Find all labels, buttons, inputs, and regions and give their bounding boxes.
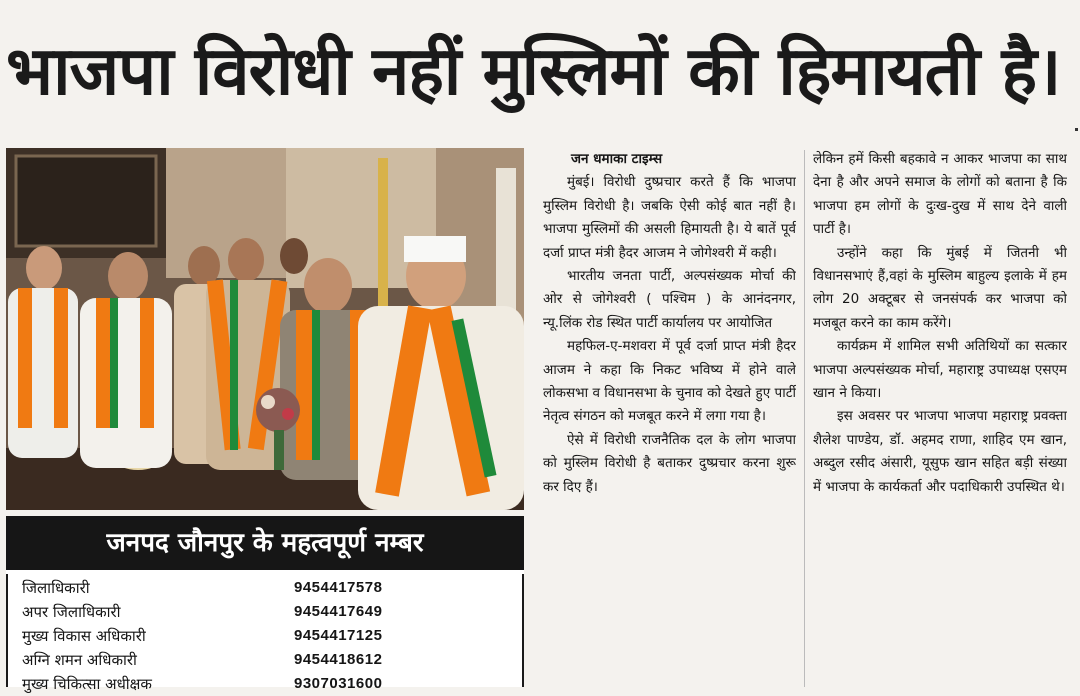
edge-mark (1075, 128, 1078, 131)
directory-label: मुख्य चिकित्सा अधीक्षक (22, 675, 152, 693)
article-paragraph: भारतीय जनता पार्टी, अल्पसंख्यक मोर्चा की ओर से जोगेश्वरी ( पश्चिम ) के आनंदनगर, न्यू.लिंक रोड स्थित पार्टी कार्यालय पर आयोजित (543, 268, 796, 331)
article-paragraph: ऐसे में विरोधी राजनैतिक दल के लोग भाजपा को मुस्लिम विरोधी है बताकर दुष्प्रचार करना शुरू कर दिए हैं। (543, 431, 796, 495)
article-paragraph: कार्यक्रम में शामिल सभी अतिथियों का सत्कार भाजपा अल्पसंख्यक मोर्चा, महाराष्ट्र उपाध्यक्ष एसएम खान ने किया। (813, 338, 1067, 402)
board-list (6, 574, 524, 693)
directory-row (22, 624, 512, 648)
article-column-1 (543, 148, 796, 687)
directory-label: अग्नि शमन अधिकारी (22, 651, 137, 669)
directory-number: 9454417649 (294, 603, 383, 620)
directory-row (22, 648, 512, 672)
directory-number: 9307031600 (294, 675, 383, 692)
article-paragraph: उन्होंने कहा कि मुंबई में जितनी भी विधानसभाएं हैं,वहां के मुस्लिम बाहुल्य इलाके में हम लोग 20 अक्टूबर से जनसंपर्क कर भाजपा को मजबूत करने का काम करेंगे। (813, 244, 1067, 331)
directory-number: 9454417125 (294, 627, 383, 644)
news-photo (6, 148, 524, 510)
directory-number: 9454417578 (294, 579, 383, 596)
important-numbers-board (6, 516, 524, 693)
article-paragraph: इस अवसर पर भाजपा भाजपा महाराष्ट्र प्रवक्ता शैलेश पाण्डेय, डॉ. अहमद राणा, शाहिद एम खान, अब्दुल रसीद अंसारी, यूसुफ खान सहित बड़ी संख्या में भाजपा के कार्यकर्ता और पदाधिकारी उपस्थित थे। (813, 408, 1067, 495)
headline: भाजपा विरोधी नहीं मुस्लिमों की हिमायती है। (6, 32, 1061, 110)
column-divider (804, 150, 805, 687)
directory-label: अपर जिलाधिकारी (22, 603, 121, 621)
directory-row (22, 576, 512, 600)
article-column-2 (813, 148, 1067, 687)
directory-row (22, 600, 512, 624)
byline: जन धमाका टाइम्स (571, 151, 663, 167)
article-paragraph: मुंबई। विरोधी दुष्प्रचार करते हैं कि भाजपा मुस्लिम विरोधी है। जबकि ऐसी कोई बात नहीं है। भाजपा मुस्लिमों की असली हिमायती है। ये बातें पूर्व दर्जा प्राप्त मंत्री हैदर आजम ने जोगेश्वरी में कही। (543, 174, 796, 261)
directory-number: 9454418612 (294, 651, 383, 668)
article-paragraph: लेकिन हमें किसी बहकावे न आकर भाजपा का साथ देना है और अपने समाज के लोगों को बताना है कि भाजपा हम लोगों के दुःख-दुख में साथ देने वाली पार्टी है। (813, 151, 1067, 238)
directory-label: जिलाधिकारी (22, 579, 90, 597)
article-paragraph: महफिल-ए-मशवरा में पूर्व दर्जा प्राप्त मंत्री हैदर आजम ने कहा कि निकट भविष्य में होने वाले लोकसभा व विधानसभा के चुनाव को देखते हुए पार्टी नेतृत्व संगठन को मजबूत करने में लगा गया है। (543, 338, 796, 425)
directory-row (22, 672, 512, 696)
board-title: जनपद जौनपुर के महत्वपूर्ण नम्बर (6, 516, 524, 570)
directory-label: मुख्य विकास अधिकारी (22, 627, 146, 645)
